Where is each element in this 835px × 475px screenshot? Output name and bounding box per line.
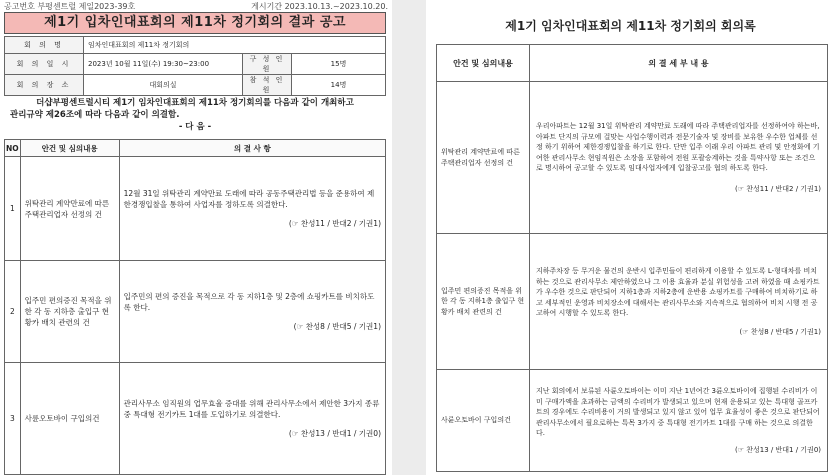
row-vote: (☞ 찬성11 / 반대2 / 기권1)	[735, 184, 821, 193]
row-item: 입주민 편의증진 목적을 위한 각 동 지하1층 출입구 현황카 배치 관련의 건	[437, 234, 530, 370]
page-gap	[392, 0, 426, 475]
intro-line-2: 관리규약 제26조에 따라 다음과 같이 의결함.	[10, 110, 180, 120]
minutes-title: 제1기 임차인대표회의 제11차 정기회의 회의록	[505, 19, 756, 33]
col-result: 의 결 세 부 내 용	[530, 45, 828, 82]
meeting-info-table	[4, 36, 386, 96]
row-result	[119, 157, 385, 261]
notice-title: 제1기 입차인대표회의 제11차 정기회의 결과 공고	[4, 12, 386, 34]
notice-number: 공고번호 부평센트럴 제일2023-39호	[4, 2, 136, 11]
row-item: 사륜오토바이 구입의건	[20, 363, 119, 475]
meeting-name-value: 임차인대표회의 제11차 정기회의	[84, 37, 386, 54]
row-result-text: 입주민의 편의 증진을 목적으로 각 동 지하1층 및 2층에 쇼핑카트를 비치하도록 한다.	[123, 292, 375, 312]
col-item: 안건 및 심의내용	[20, 140, 119, 157]
row-result	[530, 234, 828, 370]
row-item: 사륜오토바이 구입의건	[437, 370, 530, 472]
minutes-page	[426, 0, 835, 475]
row-no: 1	[5, 157, 21, 261]
table-row	[5, 261, 386, 363]
attend-value: 14명	[292, 75, 386, 96]
col-no: NO	[5, 140, 21, 157]
row-no: 3	[5, 363, 21, 475]
row-item: 위탁관리 계약만료에 따른 주택관리업자 선정의 건	[437, 82, 530, 234]
notice-header	[4, 1, 388, 11]
row-item: 입주민 편의증진 목적을 위한 각 동 지하층 출입구 현황카 배치 관련의 건	[20, 261, 119, 363]
col-result: 의 결 사 항	[119, 140, 385, 157]
meeting-name-label: 회 의 명	[5, 37, 84, 54]
table-row	[437, 82, 828, 234]
row-result-text: 지난 회의에서 보류된 사륜오토바이는 이미 지난 1년여간 3륜오토바이에 집행된 수리비가 이미 구매가액을 초과하는 금액의 수리비가 발생되고 있으며 현재 운용되고 있는 특대형 골프카트의 경우에도 수리비용이 거의 발생되고 있지 않고 있어 업무 효율성이 좋은 것으로 판단되어 관리사무소에서 필요로하는 특목 3가지 중 특대형 전기카트 1대를 구매 하는 것으로 의결한다.	[536, 387, 820, 437]
row-result	[530, 82, 828, 234]
resolution-table	[4, 139, 386, 475]
da-eum: - 다 음 -	[178, 122, 212, 132]
minutes-table	[436, 44, 828, 472]
attend-label: 참 석 인 원	[243, 75, 292, 96]
col-item: 안건 및 심의내용	[437, 45, 530, 82]
place-label: 회 의 장 소	[5, 75, 84, 96]
row-result-text: 관리사무소 임직원의 업무효율 증대를 위해 관리사무소에서 제안한 3가지 종류 중 특대형 전기카트 1대를 도입하기로 의결한다.	[123, 399, 380, 419]
table-row	[437, 370, 828, 472]
row-vote: (☞ 찬성8 / 반대5 / 기권1)	[293, 322, 381, 331]
row-result-text: 우리아파트는 12월 31일 위탁관리 계약만료 도래에 따라 주택관리업자를 선정하여야 하는바, 아파트 단지의 규모에 걸맞는 사업수행이력과 전문기술자 및 장비를 보유한 우수한 업체를 선정 하기 위하여 제한경쟁입찰을 하기로 한다. 단만 입주 이래 우리 아파트 관리 및 안정화에 기여한 관리사무소 현임직원은 소장을 포함하여 전원 포괄승계하는 것을 특약사항 또는 조건으로 명시하여 공고할 수 있도록 임대사업자에게 입찰공고를 협의 하도록 한다.	[536, 122, 820, 172]
table-row	[437, 234, 828, 370]
datetime-label: 회 의 일 시	[5, 54, 84, 75]
row-result	[119, 261, 385, 363]
datetime-value: 2023년 10월 11일(수) 19:30~23:00	[84, 54, 243, 75]
row-vote: (☞ 찬성13 / 반대1 / 기권0)	[735, 445, 821, 454]
row-no: 2	[5, 261, 21, 363]
table-row	[5, 157, 386, 261]
intro-line-1: 더샵부평센트럴시티 제1기 임차인대표회의 제11차 정기회의를 다음과 같이 개최하고	[36, 98, 354, 108]
row-result-text: 12월 31일 위탁관리 계약만료 도래에 따라 공동주택관리법 등을 준용하여 제한경쟁입찰을 통하여 사업자를 정하도록 의결한다.	[123, 189, 375, 209]
table-row	[5, 363, 386, 475]
quorum-value: 15명	[292, 54, 386, 75]
quorum-label: 구 성 인 원	[243, 54, 292, 75]
row-result	[530, 370, 828, 472]
place-value: 대회의실	[84, 75, 243, 96]
row-result-text: 지하주차장 등 무거운 물건의 운반시 입주민들이 편리하게 이용할 수 있도록 L-형대차를 비치하는 것으로 관리사무소 제안하였으나 그 이용 효율과 분실 위험성을 고려 하였을 때 쇼핑카트가 우수한 것으로 판단되어 지하1층과 지하2층에 운반용 쇼핑카트를 구매하여 비치하기로 하고 세부적인 운영과 비치장소에 대해서는 관리사무소와 지속적으로 협의하여 비치 시행 전 공고하여 시행할 수 있도록 한다.	[536, 267, 820, 317]
row-item: 위탁관리 계약만료에 따른 주택관리업자 선정의 건	[20, 157, 119, 261]
notice-page	[0, 0, 392, 475]
row-vote: (☞ 찬성13 / 반대1 / 기권0)	[288, 429, 381, 438]
row-result	[119, 363, 385, 475]
intro-text	[4, 97, 386, 133]
row-vote: (☞ 찬성11 / 반대2 / 기권1)	[288, 219, 381, 228]
posting-period: 게시기간 2023.10.13.~2023.10.20.	[251, 2, 388, 11]
row-vote: (☞ 찬성8 / 반대5 / 기권1)	[739, 327, 821, 336]
